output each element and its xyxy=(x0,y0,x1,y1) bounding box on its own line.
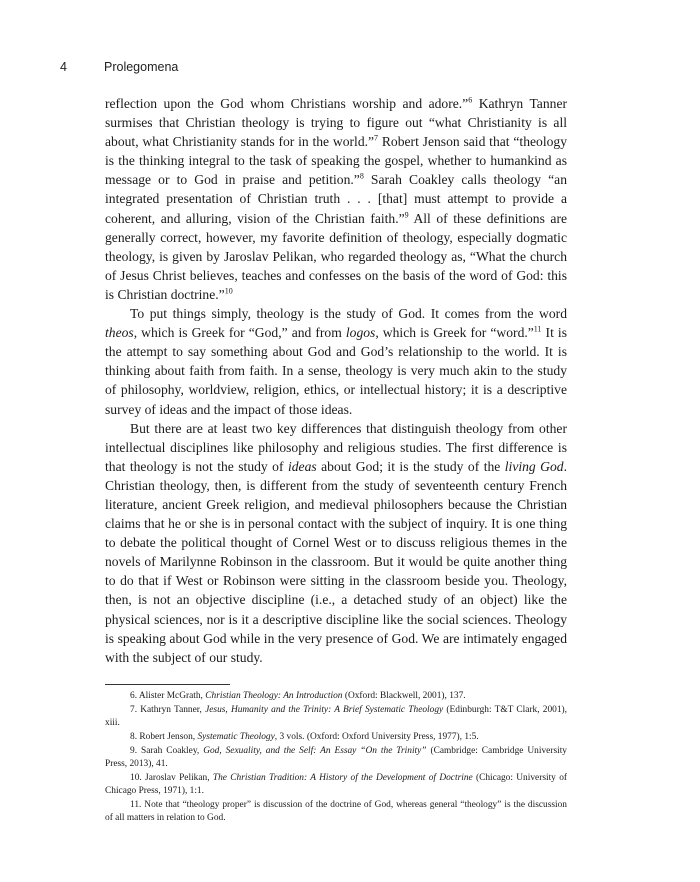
italic-text: Systematic Theology xyxy=(197,731,275,742)
italic-text: The Christian Tradition: A History of the Development of Doctrine xyxy=(212,772,473,783)
italic-text: ideas xyxy=(287,458,317,474)
footnote-7: 7. Kathryn Tanner, Jesus, Humanity and the Trinity: A Brief Systematic Theology (Edinburgh: T&T Clark, 2001), xiii. xyxy=(105,704,567,729)
italic-text: theos xyxy=(105,325,134,341)
italic-text: God, Sexuality, and the Self: An Essay “On the Trinity” xyxy=(203,745,427,756)
footnote-marker: 7 xyxy=(374,133,379,143)
italic-text: logos xyxy=(345,325,376,341)
footnote-9: 9. Sarah Coakley, God, Sexuality, and the Self: An Essay “On the Trinity” (Cambridge: Cambridge University Press, 2013), 41. xyxy=(105,745,567,769)
body-paragraph: To put things simply, theology is the study of God. It comes from the word theos, which is Greek for “God,” and from logos, which is Greek for “word.”$^{11}$ It is the attempt to say something about God and God’s relationship to the world. It is thinking about faith from faith. In a sense, theology is very much akin to the study of philosophy, worldview, religion, ethics, or intellectual history; it is a descriptive survey of ideas and the impact of those ideas. xyxy=(105,306,567,417)
italic-text: Christian Theology: An Introduction xyxy=(205,691,343,701)
running-head: Prolegomena xyxy=(104,60,179,74)
page-number: 4 xyxy=(60,60,67,74)
footnote-marker: 9 xyxy=(404,210,409,220)
footnote-marker: 6 xyxy=(468,95,473,105)
body-paragraph: reflection upon the God whom Christians worship and adore.”$^6$ Kathryn Tanner surmises that Christian theology is trying to figure out “what Christianity is all about, what Christianity stands for in the world.”$^7$ Robert Jenson said that “theology is the thinking integral to the task of speaking the gospel, whether to humankind as message or to God in praise and petition.”$^8$ Sarah Coakley calls theology “an integrated presentation of Christian truth . . . [that] must attempt to provide a coherent, and alluring, vision of the Christian faith.”$^9$ All of these definitions are generally correct, however, my favorite definition of theology, especially dogmatic theology, is given by Jaroslav Pelikan, who regarded theology as, “What the church of Jesus Christ believes, teaches and confesses on the basis of the word of God: this is Christian doctrine.”$^{10}$ xyxy=(105,95,568,302)
footnote-marker: 8 xyxy=(359,171,364,181)
italic-text: living God xyxy=(504,458,564,474)
footnote-10: 10. Jaroslav Pelikan, The Christian Tradition: A History of the Development of Doctrine (Chicago: University of Chicago Press, 1971), 1:1. xyxy=(105,772,568,797)
footnote-11: 11. Note that “theology proper” is discussion of the doctrine of God, whereas general “theology” is the discussion of all matters in relation to God. xyxy=(105,799,567,824)
footnotes xyxy=(105,690,567,826)
italic-text: Jesus, Humanity and the Trinity: A Brief Systematic Theology xyxy=(205,704,444,715)
body-paragraph: But there are at least two key differences that distinguish theology from other intellectual disciplines like philosophy and religious studies. The first difference is that theology is not the study of ideas about God; it is the study of the living God. Christian theology, then, is different from the study of seventeenth century French literature, ancient Greek religion, and medieval philosophers because the Christian claims that he or she is in personal contact with the subject of inquiry. It is one thing to debate the political thought of Cornel West or to discuss religious themes in the novels of Marilynne Robinson in the classroom. But it would be quite another thing to do that if West or Robinson were sitting in the classroom beside you. Theology, then, is not an objective discipline (i.e., a detached study of an object) like the physical sciences, nor is it a descriptive discipline like the social sciences. Theology is speaking about God while in the very presence of God. We are intimately engaged with the subject of our study. xyxy=(105,420,567,665)
footnote-6: 6. Alister McGrath, Christian Theology: An Introduction (Oxford: Blackwell, 2001), 137. xyxy=(130,691,466,701)
footnote-8: 8. Robert Jenson, Systematic Theology, 3 vols. (Oxford: Oxford University Press, 1977), 1:5. xyxy=(130,731,479,742)
footnote-marker: 11 xyxy=(533,324,542,334)
body-text xyxy=(105,94,567,667)
footnote-marker: 10 xyxy=(224,286,233,296)
footnote-rule xyxy=(105,684,230,685)
